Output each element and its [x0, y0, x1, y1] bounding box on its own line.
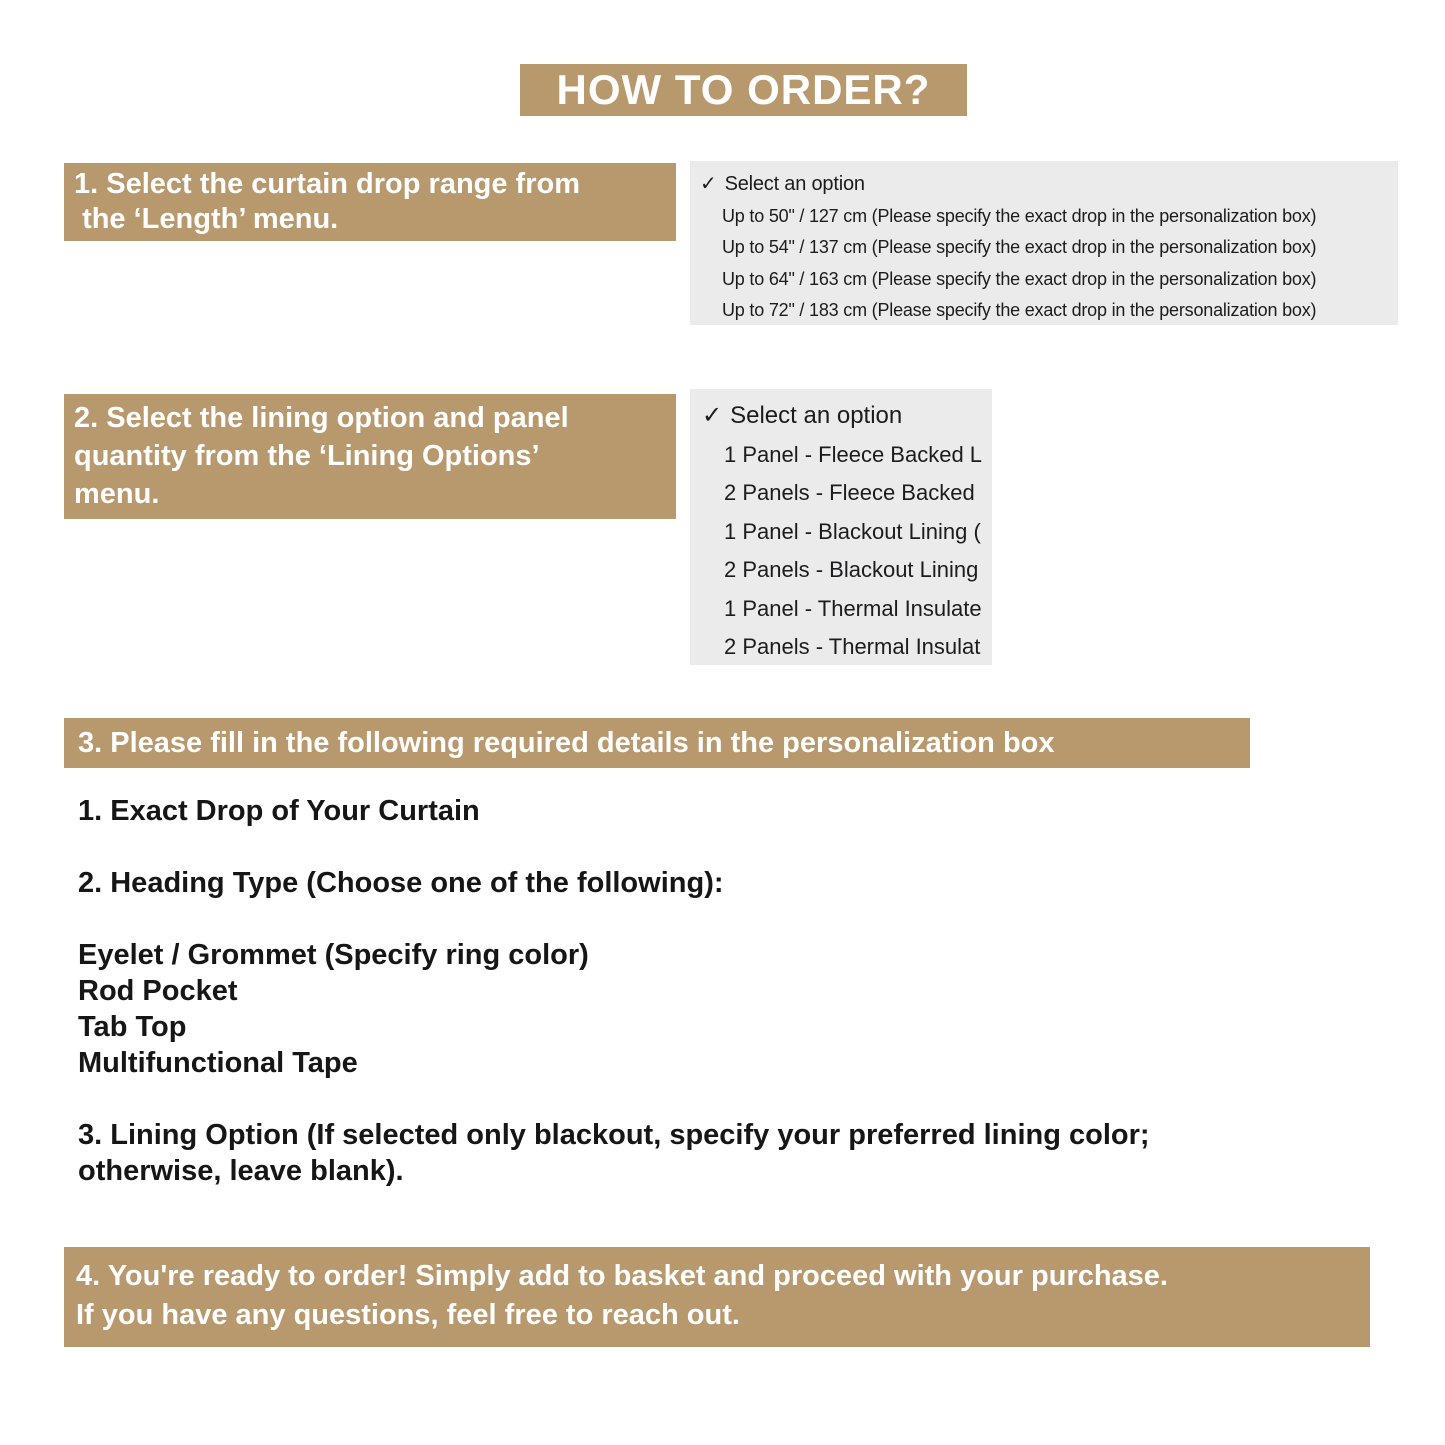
length-option[interactable]: Up to 54" / 137 cm (Please specify the exact drop in the personalization box)	[722, 237, 1317, 257]
lining-option-selected[interactable]	[690, 397, 992, 436]
lining-option[interactable]: 1 Panel - Fleece Backed L	[724, 441, 983, 467]
lining-selected-label: Select an option	[730, 402, 903, 429]
checkmark-icon: ✓	[700, 173, 717, 195]
lining-option[interactable]: 1 Panel - Thermal Insulate	[724, 595, 982, 621]
personalization-details	[78, 793, 1388, 1189]
length-dropdown-menu[interactable]	[690, 161, 1398, 325]
detail-heading-choices: Eyelet / Grommet (Specify ring color) Rod Pocket Tab Top Multifunctional Tape	[78, 939, 589, 1079]
length-option-selected[interactable]	[690, 169, 1398, 201]
step-3-instruction: 3. Please fill in the following required details in the personalization box	[64, 718, 1250, 768]
detail-lining-option: 3. Lining Option (If selected only blackout, specify your preferred lining color; otherwise, leave blank).	[78, 1119, 1150, 1187]
step-2-line: menu.	[74, 478, 160, 510]
detail-exact-drop: 1. Exact Drop of Your Curtain	[78, 795, 480, 827]
step-4-instruction	[64, 1247, 1370, 1347]
lining-options-dropdown-menu[interactable]	[690, 389, 992, 665]
lining-option[interactable]: 2 Panels - Fleece Backed	[724, 480, 975, 505]
lining-option[interactable]: 2 Panels - Thermal Insulat	[724, 634, 981, 659]
detail-heading-type: 2. Heading Type (Choose one of the following):	[78, 867, 724, 899]
step-2-line: quantity from the ‘Lining Options’	[74, 440, 540, 472]
length-selected-label: Select an option	[724, 173, 865, 195]
step-4-line: 4. You're ready to order! Simply add to basket and proceed with your purchase.	[76, 1260, 1168, 1292]
step-2-line: 2. Select the lining option and panel	[74, 402, 569, 434]
length-option[interactable]: Up to 72" / 183 cm (Please specify the exact drop in the personalization box)	[722, 300, 1317, 320]
step-2-instruction	[64, 394, 676, 519]
checkmark-icon: ✓	[702, 402, 723, 429]
length-option[interactable]: Up to 64" / 163 cm (Please specify the exact drop in the personalization box)	[722, 268, 1317, 289]
step-1-instruction	[64, 163, 676, 241]
page-title: HOW TO ORDER?	[520, 64, 967, 116]
step-4-line: If you have any questions, feel free to reach out.	[76, 1299, 740, 1331]
lining-option[interactable]: 1 Panel - Blackout Lining (	[724, 518, 981, 544]
length-option[interactable]: Up to 50" / 127 cm (Please specify the exact drop in the personalization box)	[722, 205, 1317, 226]
step-1-line: 1. Select the curtain drop range from	[74, 168, 580, 200]
lining-option[interactable]: 2 Panels - Blackout Lining	[724, 557, 979, 582]
step-1-line: the ‘Length’ menu.	[74, 203, 339, 235]
